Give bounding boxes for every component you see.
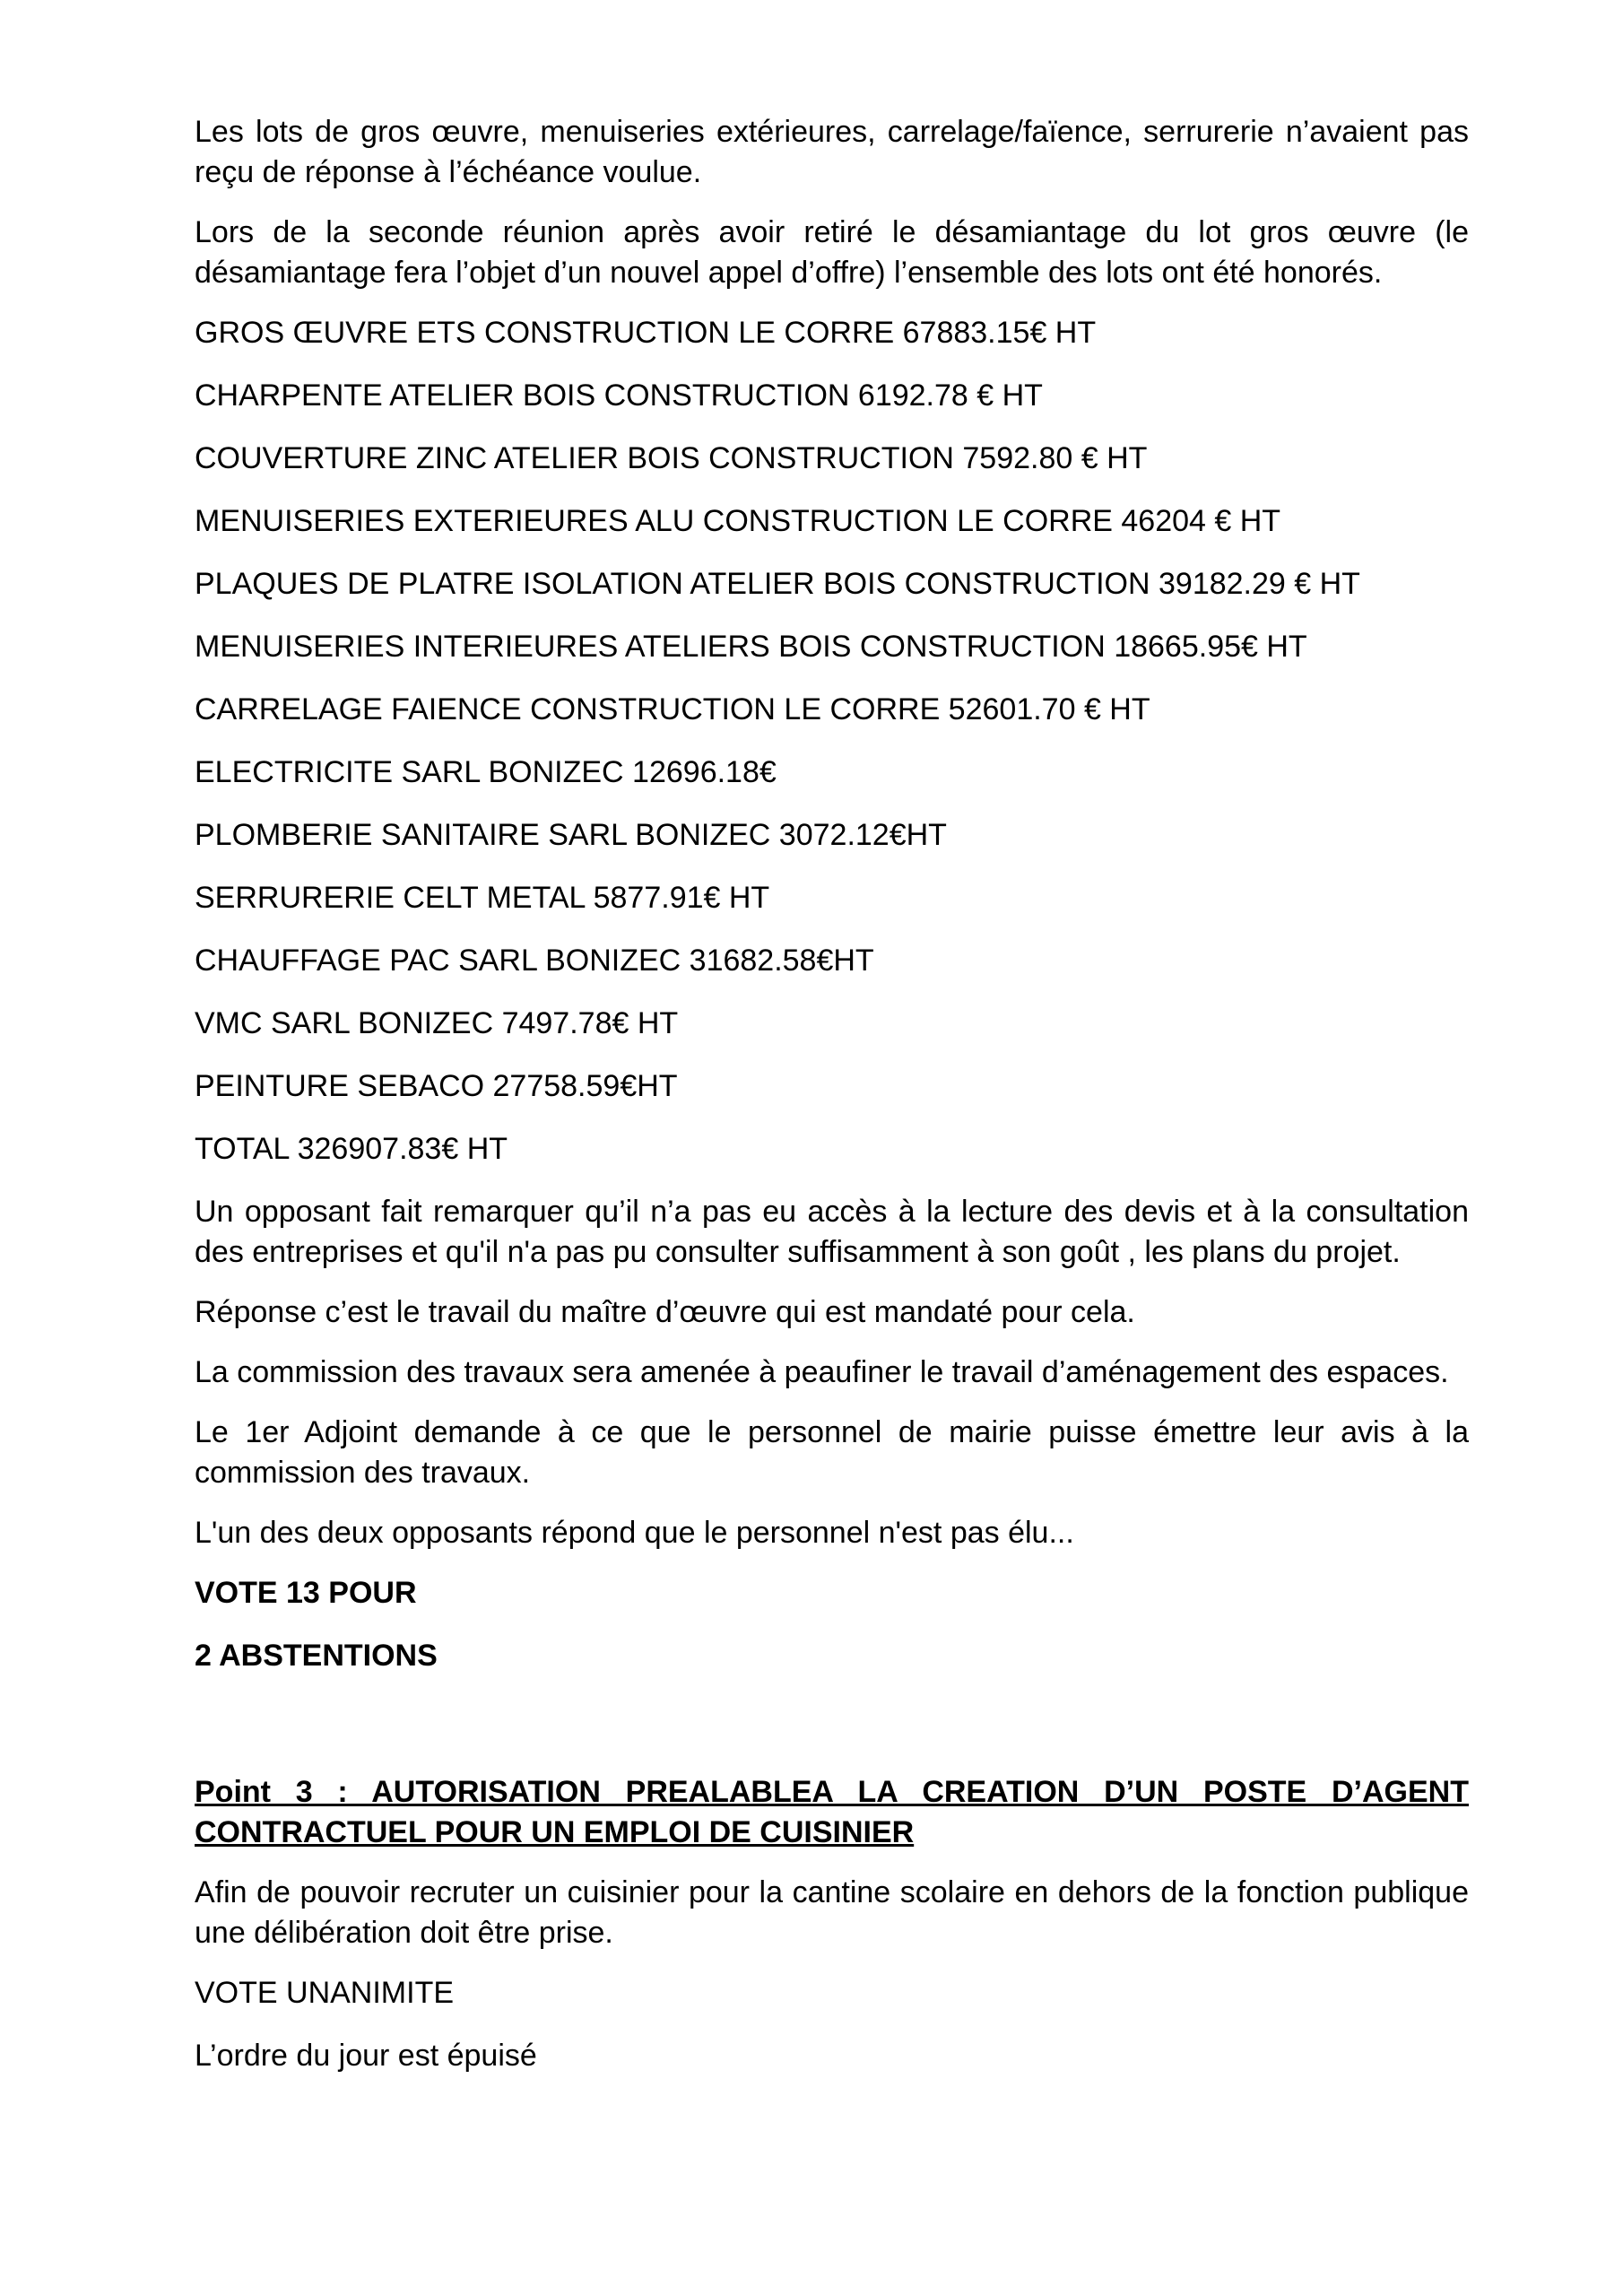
lot-line: CHARPENTE ATELIER BOIS CONSTRUCTION 6192.78 € HT (195, 378, 1043, 413)
point3-vote: VOTE UNANIMITE (195, 1976, 455, 2010)
lot-line: PLOMBERIE SANITAIRE SARL BONIZEC 3072.12€HT (195, 818, 947, 852)
point3-body: Afin de pouvoir recruter un cuisinier pour la cantine scolaire en dehors de la fonction publique une délibération doit être prise. (195, 1875, 1469, 1950)
lot-line: MENUISERIES EXTERIEURES ALU CONSTRUCTION LE CORRE 46204 € HT (195, 504, 1281, 538)
section-spacer (195, 1699, 1469, 1772)
discussion-paragraph-3: La commission des travaux sera amenée à peaufiner le travail d’aménagement des espaces. (195, 1355, 1449, 1389)
lot-line: COUVERTURE ZINC ATELIER BOIS CONSTRUCTION 7592.80 € HT (195, 441, 1148, 475)
lots-list (195, 313, 1469, 1170)
lot-line: SERRURERIE CELT METAL 5877.91€ HT (195, 881, 770, 915)
total-line: TOTAL 326907.83€ HT (195, 1132, 508, 1166)
discussion-paragraph-2: Réponse c’est le travail du maître d’œuvre qui est mandaté pour cela. (195, 1295, 1135, 1329)
intro-paragraph-2: Lors de la seconde réunion après avoir retiré le désamiantage du lot gros œuvre (le désamiantage fera l’objet d’un nouvel appel d’offre) l’ensemble des lots ont été honorés. (195, 215, 1469, 290)
point3-heading (195, 1772, 1469, 1853)
vote-abstentions: 2 ABSTENTIONS (195, 1639, 438, 1673)
lot-line: ELECTRICITE SARL BONIZEC 12696.18€ (195, 755, 777, 789)
lot-line: CARRELAGE FAIENCE CONSTRUCTION LE CORRE 52601.70 € HT (195, 692, 1150, 726)
point3-heading-line2: CONTRACTUEL POUR UN EMPLOI DE CUISINIER (195, 1815, 915, 1849)
vote-for: VOTE 13 POUR (195, 1576, 417, 1610)
lot-line: VMC SARL BONIZEC 7497.78€ HT (195, 1006, 679, 1040)
discussion-paragraph-4: Le 1er Adjoint demande à ce que le personnel de mairie puisse émettre leur avis à la commission des travaux. (195, 1415, 1469, 1490)
discussion-paragraph-5: L'un des deux opposants répond que le personnel n'est pas élu... (195, 1516, 1074, 1550)
closing-line: L’ordre du jour est épuisé (195, 2039, 537, 2073)
document-page (195, 112, 1469, 2099)
discussion-paragraph-1: Un opposant fait remarquer qu’il n’a pas eu accès à la lecture des devis et à la consultation des entreprises et qu'il n'a pas pu consulter suffisamment à son goût , les plans du projet. (195, 1195, 1469, 1269)
intro-paragraph-1: Les lots de gros œuvre, menuiseries extérieures, carrelage/faïence, serrurerie n’avaient pas reçu de réponse à l’échéance voulue. (195, 115, 1469, 189)
point3-heading-line1: Point 3 : AUTORISATION PREALABLEA LA CREATION D’UN POSTE D’AGENT (195, 1775, 1469, 1809)
lot-line: MENUISERIES INTERIEURES ATELIERS BOIS CONSTRUCTION 18665.95€ HT (195, 630, 1307, 664)
lot-line: GROS ŒUVRE ETS CONSTRUCTION LE CORRE 67883.15€ HT (195, 316, 1097, 350)
lot-line: PLAQUES DE PLATRE ISOLATION ATELIER BOIS CONSTRUCTION 39182.29 € HT (195, 567, 1360, 601)
lot-line: PEINTURE SEBACO 27758.59€HT (195, 1069, 678, 1103)
lot-line: CHAUFFAGE PAC SARL BONIZEC 31682.58€HT (195, 944, 874, 978)
